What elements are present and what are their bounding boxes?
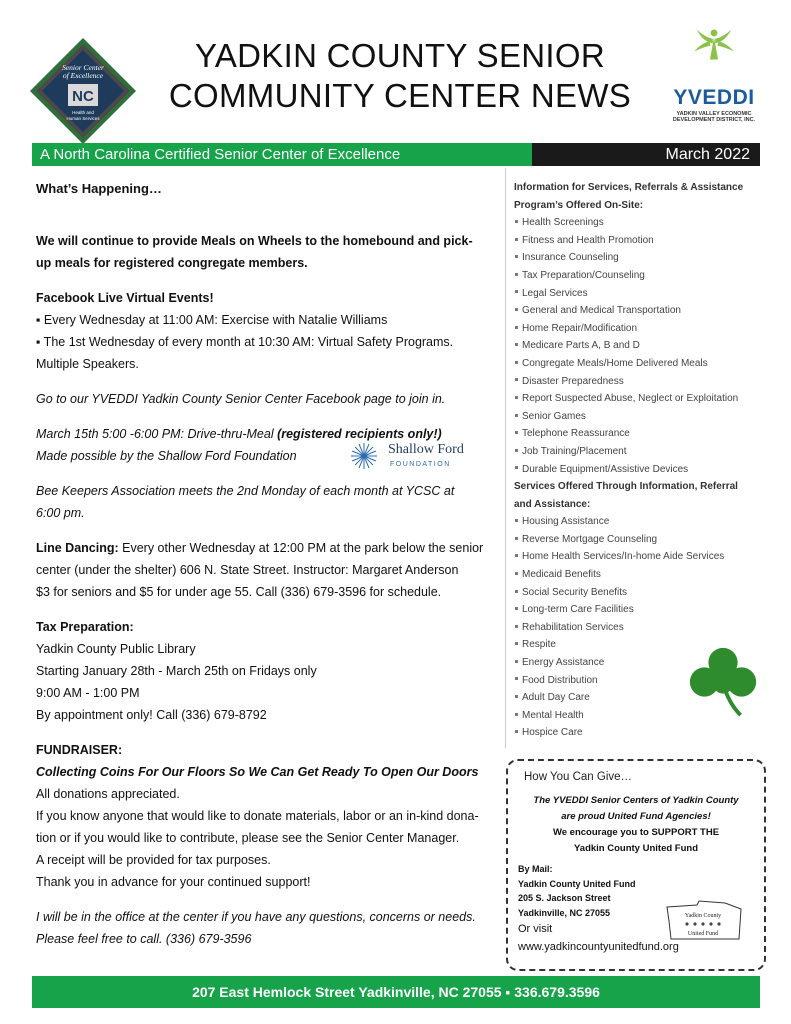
- service-list-item: [514, 531, 764, 549]
- main-column: [36, 178, 496, 950]
- shallow-ford-logo: [346, 436, 478, 476]
- bullet-icon: [515, 607, 518, 610]
- service-list-item: [514, 548, 764, 566]
- service-list-item: [514, 443, 764, 461]
- bullet-icon: [515, 273, 518, 276]
- bullet-icon: [515, 220, 518, 223]
- bullet-icon: [515, 519, 518, 522]
- service-list-item: [514, 214, 764, 232]
- bullet-icon: [515, 238, 518, 241]
- banner-date: March 2022: [532, 143, 760, 166]
- bullet-icon: [515, 642, 518, 645]
- bullet-icon: [515, 572, 518, 575]
- service-list-item: [514, 232, 764, 250]
- service-label: Insurance Counseling: [522, 252, 619, 264]
- bullet-icon: [515, 290, 518, 293]
- yveddi-sub1: YADKIN VALLEY ECONOMIC: [676, 111, 752, 117]
- fundraiser-heading: FUNDRAISER:: [36, 743, 123, 757]
- service-list-item: [514, 373, 764, 391]
- service-list-item: [514, 601, 764, 619]
- onsite-header-2: Program’s Offered On-Site:: [514, 199, 644, 211]
- service-list-item: [514, 267, 764, 285]
- yveddi-logo: [662, 26, 766, 86]
- line-dancing-3: $3 for seniors and $5 for under age 55. Call (336) 679-3596 for schedule.: [36, 585, 442, 599]
- yveddi-subtitle: [662, 111, 766, 123]
- tax-line-3: 9:00 AM - 1:00 PM: [36, 686, 140, 700]
- facebook-item-1: ▪ Every Wednesday at 11:00 AM: Exercise with Natalie Williams: [36, 313, 388, 327]
- bullet-icon: [515, 343, 518, 346]
- service-label: Durable Equipment/Assistive Devices: [522, 463, 689, 475]
- bee-keepers-1: Bee Keepers Association meets the 2nd Monday of each month at YCSC at: [36, 484, 455, 498]
- bullet-icon: [515, 449, 518, 452]
- shallow-ford-name: Shallow Ford: [388, 442, 464, 457]
- office-note-2: Please feel free to call. (336) 679-3596: [36, 932, 252, 946]
- badge-line4: Human Services: [66, 116, 100, 121]
- service-list-item: [514, 408, 764, 426]
- yveddi-sub2: DEVELOPMENT DISTRICT, INC.: [672, 117, 756, 123]
- fundraiser-line-3: tion or if you would like to contribute, please see the Senior Center Manager.: [36, 831, 460, 845]
- badge-mark: NC: [72, 88, 94, 105]
- tax-line-2: Starting January 28th - March 25th on Fridays only: [36, 664, 317, 678]
- bullet-icon: [515, 396, 518, 399]
- service-label: Congregate Meals/Home Delivered Meals: [522, 357, 708, 369]
- fundraiser-line-4: A receipt will be provided for tax purposes.: [36, 853, 271, 867]
- service-label: Medicare Parts A, B and D: [522, 340, 640, 352]
- service-label: Social Security Benefits: [522, 586, 628, 598]
- service-label: Telephone Reassurance: [522, 428, 630, 440]
- title-line2: COMMUNITY CENTER NEWS: [168, 77, 632, 114]
- give-line-2: are proud United Fund Agencies!: [561, 811, 711, 822]
- bee-keepers-2: 6:00 pm.: [36, 506, 85, 520]
- bullet-icon: [515, 466, 518, 469]
- facebook-heading: Facebook Live Virtual Events!: [36, 291, 214, 305]
- service-label: General and Medical Transportation: [522, 305, 681, 317]
- facebook-page-note: Go to our YVEDDI Yadkin County Senior Center Facebook page to join in.: [36, 392, 446, 406]
- united-fund-logo-text-1: Yadkin County: [684, 913, 722, 919]
- line-dancing-1: [36, 537, 496, 559]
- tax-line-1: Yadkin County Public Library: [36, 642, 196, 656]
- give-title: How You Can Give…: [524, 771, 633, 783]
- service-list-item: [514, 513, 764, 531]
- bullet-icon: [515, 625, 518, 628]
- give-line-4: Yadkin County United Fund: [573, 843, 699, 854]
- fundraiser-line-5: Thank you in advance for your continued support!: [36, 875, 311, 889]
- service-label: Fitness and Health Promotion: [522, 234, 654, 246]
- yveddi-name: YVEDDI: [673, 86, 755, 109]
- service-list-item: [514, 249, 764, 267]
- referral-header-1: Services Offered Through Information, Referral: [514, 481, 738, 493]
- bullet-icon: [515, 660, 518, 663]
- service-label: Respite: [522, 639, 556, 651]
- bullet-icon: [515, 695, 518, 698]
- bullet-icon: [515, 431, 518, 434]
- mail-line-1: Yadkin County United Fund: [518, 878, 636, 889]
- service-label: Energy Assistance: [522, 657, 605, 669]
- bullet-icon: [515, 414, 518, 417]
- service-list-item: [514, 425, 764, 443]
- office-note-1: I will be in the office at the center if you have any questions, concerns or needs.: [36, 910, 476, 924]
- service-label: Rehabilitation Services: [522, 621, 624, 633]
- bullet-icon: [515, 590, 518, 593]
- service-label: Home Health Services/In-home Aide Services: [522, 551, 725, 563]
- badge-line3: Health and: [72, 110, 94, 115]
- bullet-icon: [515, 713, 518, 716]
- service-label: Food Distribution: [522, 674, 598, 686]
- service-list-item: [514, 619, 764, 637]
- service-list-item: [514, 320, 764, 338]
- fundraiser-subheading: Collecting Coins For Our Floors So We Can Get Ready To Open Our Doors: [36, 765, 479, 779]
- onsite-list: [514, 214, 764, 478]
- united-fund-logo: [663, 899, 745, 943]
- service-list-item: [514, 302, 764, 320]
- footer-address: 207 East Hemlock Street Yadkinville, NC 27055 ▪ 336.679.3596: [32, 976, 760, 1008]
- bullet-icon: [515, 326, 518, 329]
- drive-thru-meal-note: (registered recipients only!): [277, 427, 442, 441]
- mail-line-2: 205 S. Jackson Street: [518, 893, 611, 903]
- meals-text-1: We will continue to provide Meals on Wheels to the homebound and pick-: [36, 234, 473, 248]
- service-label: Senior Games: [522, 410, 586, 422]
- shallow-ford-sub: FOUNDATION: [390, 461, 451, 468]
- bullet-icon: [515, 308, 518, 311]
- service-list-item: [514, 461, 764, 479]
- bullet-icon: [515, 537, 518, 540]
- facebook-item-3: Multiple Speakers.: [36, 357, 139, 371]
- bullet-icon: [515, 730, 518, 733]
- banner: [32, 143, 760, 166]
- title-line1: YADKIN COUNTY SENIOR: [194, 37, 605, 74]
- meals-text-2: up meals for registered congregate members.: [36, 256, 308, 270]
- onsite-header-1: Information for Services, Referrals & Assistance: [514, 182, 744, 193]
- give-line-3: We encourage you to SUPPORT THE: [552, 827, 720, 838]
- service-label: Legal Services: [522, 287, 588, 299]
- service-label: Report Suspected Abuse, Neglect or Exploitation: [522, 393, 739, 405]
- referral-header-2: and Assistance:: [514, 498, 591, 510]
- badge-line1: Senior Center: [62, 63, 104, 72]
- senior-center-excellence-badge: [28, 36, 138, 146]
- line-dancing-2: center (under the shelter) 606 N. State Street. Instructor: Margaret Anderson: [36, 563, 459, 577]
- fundraiser-line-1: All donations appreciated.: [36, 787, 180, 801]
- drive-thru-meal-text: March 15th 5:00 -6:00 PM: Drive-thru-Meal: [36, 427, 278, 441]
- service-label: Medicaid Benefits: [522, 569, 601, 581]
- bullet-icon: [515, 554, 518, 557]
- service-label: Adult Day Care: [522, 692, 590, 704]
- united-fund-logo-text-2: United Fund: [687, 931, 719, 937]
- line-dancing-text: Every other Wednesday at 12:00 PM at the park below the senior: [118, 541, 484, 555]
- newsletter-title: [150, 36, 650, 116]
- service-list-item: [514, 337, 764, 355]
- service-label: Long-term Care Facilities: [522, 604, 634, 616]
- bullet-icon: [515, 255, 518, 258]
- service-label: Disaster Preparedness: [522, 375, 624, 387]
- mail-line-3: Yadkinville, NC 27055: [518, 907, 611, 918]
- badge-line2: of Excellence: [62, 71, 104, 80]
- service-label: Job Training/Placement: [522, 445, 627, 457]
- how-you-can-give-box: [506, 759, 766, 971]
- service-label: Home Repair/Modification: [522, 322, 638, 334]
- column-divider: [505, 168, 506, 748]
- banner-tagline: A North Carolina Certified Senior Center of Excellence: [32, 143, 532, 166]
- service-list-item: [514, 355, 764, 373]
- service-label: Mental Health: [522, 709, 584, 721]
- line-dancing-label: Line Dancing:: [36, 541, 119, 555]
- section-heading: What’s Happening…: [36, 181, 162, 196]
- or-visit: Or visit: [518, 923, 553, 935]
- tax-line-4: By appointment only! Call (336) 679-8792: [36, 708, 267, 722]
- service-list-item: [514, 390, 764, 408]
- service-label: Hospice Care: [522, 727, 583, 739]
- united-fund-url[interactable]: www.yadkincountyunitedfund.org: [518, 941, 679, 953]
- service-label: Housing Assistance: [522, 516, 610, 528]
- service-label: Tax Preparation/Counseling: [522, 269, 645, 281]
- service-label: Health Screenings: [522, 217, 604, 229]
- tax-heading: Tax Preparation:: [36, 620, 134, 634]
- meal-sponsor: Made possible by the Shallow Ford Foundation: [36, 449, 297, 463]
- service-list-item: [514, 566, 764, 584]
- bullet-icon: [515, 361, 518, 364]
- facebook-item-2: ▪ The 1st Wednesday of every month at 10:30 AM: Virtual Safety Programs.: [36, 335, 454, 349]
- bullet-icon: [515, 378, 518, 381]
- service-list-item: [514, 285, 764, 303]
- shamrock-icon: [684, 641, 762, 719]
- give-line-1: The YVEDDI Senior Centers of Yadkin County: [533, 795, 739, 806]
- fundraiser-line-2: If you know anyone that would like to donate materials, labor or an in-kind dona-: [36, 809, 479, 823]
- bullet-icon: [515, 677, 518, 680]
- service-list-item: [514, 724, 764, 742]
- service-label: Reverse Mortgage Counseling: [522, 533, 658, 545]
- mail-label: By Mail:: [518, 864, 553, 874]
- service-list-item: [514, 584, 764, 602]
